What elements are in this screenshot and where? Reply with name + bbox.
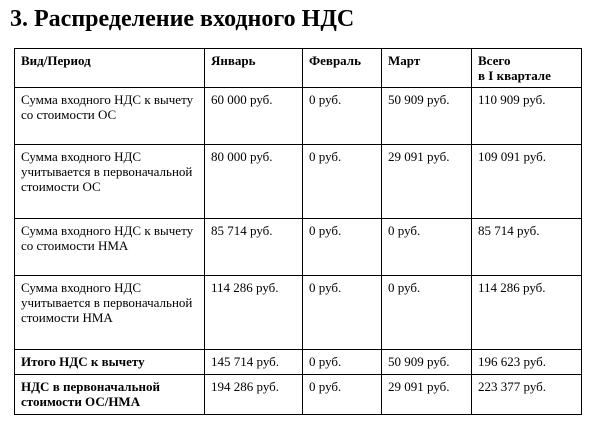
- cell-january: 85 714 руб.: [205, 219, 303, 276]
- cell-january: 60 000 руб.: [205, 88, 303, 145]
- table-row-total-deduction: [15, 350, 582, 375]
- cell-total: 109 091 руб.: [472, 145, 582, 219]
- cell-total: 110 909 руб.: [472, 88, 582, 145]
- table-header-row: [15, 49, 582, 88]
- table-row: [15, 145, 582, 219]
- row-label: Итого НДС к вычету: [15, 350, 205, 375]
- cell-february: 0 руб.: [303, 88, 382, 145]
- cell-march: 29 091 руб.: [382, 145, 472, 219]
- cell-february: 0 руб.: [303, 145, 382, 219]
- cell-march: 29 091 руб.: [382, 375, 472, 415]
- page-title: 3. Распределение входного НДС: [10, 6, 355, 32]
- cell-january: 194 286 руб.: [205, 375, 303, 415]
- cell-march: 50 909 руб.: [382, 350, 472, 375]
- cell-january: 114 286 руб.: [205, 276, 303, 350]
- cell-february: 0 руб.: [303, 276, 382, 350]
- row-label: Сумма входного НДС учитывается в первоначальной стоимости ОС: [15, 145, 205, 219]
- header-january: Январь: [205, 49, 303, 88]
- cell-march: 0 руб.: [382, 219, 472, 276]
- table-row-initial-cost: [15, 375, 582, 415]
- header-total: [472, 49, 582, 88]
- cell-total: 223 377 руб.: [472, 375, 582, 415]
- cell-total: 114 286 руб.: [472, 276, 582, 350]
- cell-february: 0 руб.: [303, 375, 382, 415]
- header-type-period: Вид/Период: [15, 49, 205, 88]
- cell-total: 196 623 руб.: [472, 350, 582, 375]
- row-label: Сумма входного НДС учитывается в первоначальной стоимости НМА: [15, 276, 205, 350]
- table-row: [15, 88, 582, 145]
- cell-total: 85 714 руб.: [472, 219, 582, 276]
- row-label: Сумма входного НДС к вычету со стоимости ОС: [15, 88, 205, 145]
- row-label: НДС в первоначальной стоимости ОС/НМА: [15, 375, 205, 415]
- table-row: [15, 276, 582, 350]
- vat-distribution-table: [14, 48, 582, 415]
- header-total-line1: Всего: [478, 53, 511, 68]
- header-total-line2: в I квартале: [478, 68, 551, 83]
- cell-march: 50 909 руб.: [382, 88, 472, 145]
- header-march: Март: [382, 49, 472, 88]
- cell-february: 0 руб.: [303, 350, 382, 375]
- cell-january: 145 714 руб.: [205, 350, 303, 375]
- cell-february: 0 руб.: [303, 219, 382, 276]
- header-february: Февраль: [303, 49, 382, 88]
- table-row: [15, 219, 582, 276]
- cell-march: 0 руб.: [382, 276, 472, 350]
- cell-january: 80 000 руб.: [205, 145, 303, 219]
- row-label: Сумма входного НДС к вычету со стоимости НМА: [15, 219, 205, 276]
